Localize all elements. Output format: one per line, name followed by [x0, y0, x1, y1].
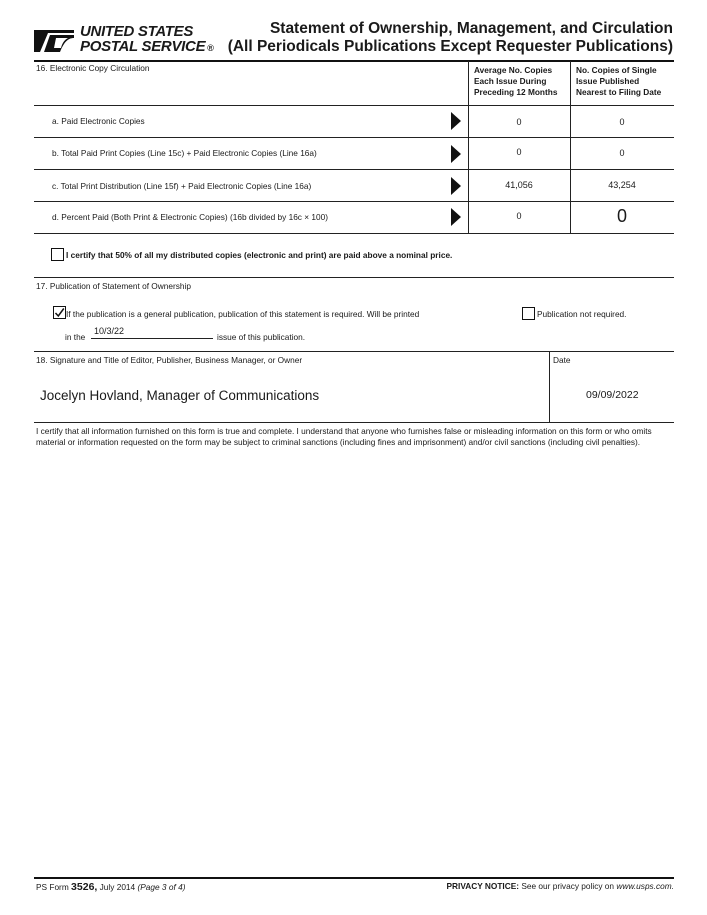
arrow-right-icon — [451, 208, 461, 226]
row-d-single: 0 — [616, 206, 627, 226]
row-d-label: d. Percent Paid (Both Print & Electronic Copies) (16b divided by 16c × 100) — [52, 212, 329, 222]
row-b-label: b. Total Paid Print Copies (Line 15c) + Paid Electronic Copies (Line 16a) — [52, 148, 317, 158]
eagle-icon — [34, 26, 76, 54]
row-a-single: 0 — [619, 117, 625, 127]
form-id: PS Form 3526, July 2014 (Page 3 of 4) — [36, 881, 186, 893]
not-required-label: Publication not required. — [537, 309, 627, 319]
form-title: Statement of Ownership, Management, and Circulation — [269, 20, 673, 37]
row-d-avg: 0 — [516, 211, 522, 221]
col-avg-header: Average No. Copies Each Issue During Preceding 12 Months — [474, 65, 558, 97]
signature-value: Jocelyn Hovland, Manager of Communications — [40, 388, 320, 403]
row-a-label: a. Paid Electronic Copies — [52, 116, 145, 126]
arrow-right-icon — [451, 145, 461, 163]
in-the-label: in the — [65, 332, 86, 342]
row-c-label: c. Total Print Distribution (Line 15f) + Paid Electronic Copies (Line 16a) — [52, 181, 312, 191]
general-publication-text: If the publication is a general publication, publication of this statement is required. Will be printed — [66, 309, 420, 319]
arrow-right-icon — [451, 177, 461, 195]
section16-label: 16. Electronic Copy Circulation — [36, 63, 150, 73]
certification-text: I certify that all information furnished on this form is true and complete. I understand that anyone who furnishes false or misleading information on this form or who omits material or information requested on the form may be subject to criminal sanctions (including fines and imprisonment) and/or civil sanctions (including civil penalties). — [36, 426, 652, 447]
row-c-avg: 41,056 — [505, 180, 533, 190]
section17-label: 17. Publication of Statement of Ownership — [36, 281, 191, 291]
checkmark-icon — [54, 307, 65, 318]
issue-date-field[interactable] — [91, 326, 213, 339]
general-publication-checkbox[interactable] — [53, 306, 66, 319]
date-label: Date — [553, 355, 571, 365]
privacy-notice: PRIVACY NOTICE: See our privacy policy on www.usps.com. — [446, 881, 674, 891]
issue-suffix: issue of this publication. — [217, 332, 306, 342]
row-c-single: 43,254 — [608, 180, 636, 190]
row-a-avg: 0 — [516, 117, 522, 127]
logo-line1: UNITED STATES — [80, 23, 194, 40]
not-required-checkbox[interactable] — [522, 307, 535, 320]
row-b-avg: 0 — [516, 147, 522, 157]
registered-mark: ® — [207, 43, 214, 53]
arrow-right-icon — [451, 112, 461, 130]
col-single-header: No. Copies of Single Issue Published Nearest to Filing Date — [576, 65, 662, 97]
certify-50-checkbox[interactable] — [51, 248, 64, 261]
section18-label: 18. Signature and Title of Editor, Publisher, Business Manager, or Owner — [36, 355, 303, 365]
row-b-single: 0 — [619, 148, 625, 158]
logo-line2: POSTAL SERVICE — [80, 38, 206, 55]
issue-date-value: 10/3/22 — [94, 326, 125, 336]
certify-50-label: I certify that 50% of all my distributed copies (electronic and print) are paid above a nominal price. — [66, 250, 453, 260]
form-subtitle: (All Periodicals Publications Except Requester Publications) — [227, 38, 673, 55]
date-value: 09/09/2022 — [586, 389, 639, 401]
privacy-link[interactable]: www.usps.com. — [616, 881, 674, 891]
